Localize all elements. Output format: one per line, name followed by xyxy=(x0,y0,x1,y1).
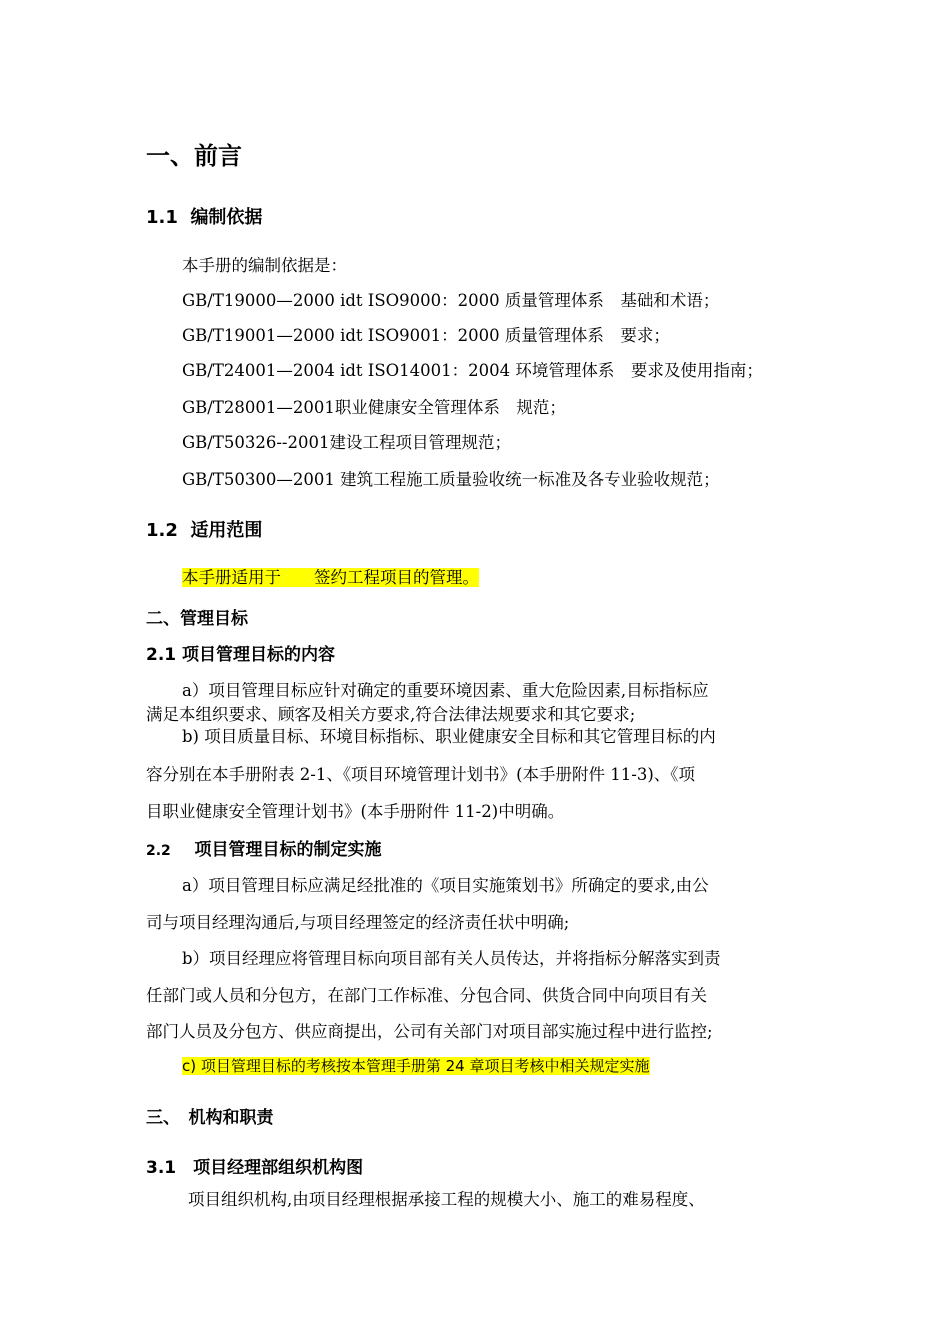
section-2-2-number: 2.2 xyxy=(146,843,171,859)
section-2-1-heading: 2.1 项目管理目标的内容 xyxy=(146,645,336,665)
basis-item: GB/T19001—2000 idt ISO9001：2000 质量管理体系 要求； xyxy=(182,326,670,345)
basis-item: GB/T50300—2001 建筑工程施工质量验收统一标准及各专业验收规范； xyxy=(182,470,720,489)
assessment-text-highlighted: c) 项目管理目标的考核按本管理手册第 24 章项目考核中相关规定实施 xyxy=(182,1057,650,1075)
paragraph-line: b）项目经理应将管理目标向项目部有关人员传达，并将指标分解落实到责 xyxy=(182,949,721,968)
scope-paragraph xyxy=(182,560,479,596)
section-1-1-heading xyxy=(146,203,262,229)
section-1-1-title: 编制依据 xyxy=(190,207,263,228)
section-3-heading: 三、 机构和职责 xyxy=(146,1108,274,1128)
assessment-paragraph xyxy=(182,1054,650,1078)
section-1-2-title: 适用范围 xyxy=(190,520,263,541)
paragraph-line: 任部门或人员和分包方，在部门工作标准、分包合同、供货合同中向项目有关 xyxy=(146,986,707,1005)
section-1-2-heading xyxy=(146,516,262,542)
paragraph-line: 司与项目经理沟通后,与项目经理签定的经济责任状中明确; xyxy=(146,913,570,932)
section-1-2-number: 1.2 xyxy=(146,520,178,541)
basis-intro: 本手册的编制依据是： xyxy=(182,256,347,275)
basis-item: GB/T50326--2001建设工程项目管理规范； xyxy=(182,433,512,452)
section-3-1-heading: 3.1 项目经理部组织机构图 xyxy=(146,1158,364,1178)
scope-text-highlighted: 本手册适用于 签约工程项目的管理。 xyxy=(182,568,479,587)
basis-item: GB/T24001—2004 idt ISO14001：2004 环境管理体系 要求及使用指南； xyxy=(182,361,763,380)
section-1-heading: 一、前言 xyxy=(146,142,242,170)
paragraph-line: a）项目管理目标应满足经批准的《项目实施策划书》所确定的要求,由公 xyxy=(182,876,709,895)
paragraph-line: 项目组织机构,由项目经理根据承接工程的规模大小、施工的难易程度、 xyxy=(188,1190,705,1209)
basis-item: GB/T28001—2001职业健康安全管理体系 规范； xyxy=(182,398,566,417)
paragraph-line: 目职业健康安全管理计划书》(本手册附件 11-2)中明确。 xyxy=(146,802,565,821)
paragraph-line: 容分别在本手册附表 2-1、《项目环境管理计划书》(本手册附件 11-3)、《项 xyxy=(146,765,696,784)
paragraph-line: 部门人员及分包方、供应商提出，公司有关部门对项目部实施过程中进行监控; xyxy=(146,1022,713,1041)
section-2-heading: 二、管理目标 xyxy=(146,609,248,629)
section-2-2-heading xyxy=(146,835,382,860)
paragraph-line: 满足本组织要求、顾客及相关方要求,符合法律法规要求和其它要求; xyxy=(146,705,636,724)
section-2-2-title: 项目管理目标的制定实施 xyxy=(194,840,382,860)
basis-item: GB/T19000—2000 idt ISO9000：2000 质量管理体系 基础和术语； xyxy=(182,291,720,310)
paragraph-line: a）项目管理目标应针对确定的重要环境因素、重大危险因素,目标指标应 xyxy=(182,681,709,700)
paragraph-line: b) 项目质量目标、环境目标指标、职业健康安全目标和其它管理目标的内 xyxy=(182,727,716,746)
section-1-1-number: 1.1 xyxy=(146,207,178,228)
